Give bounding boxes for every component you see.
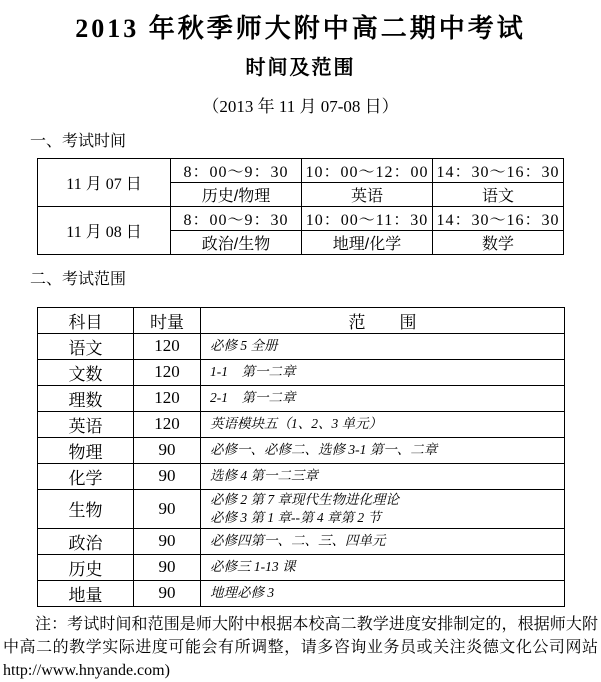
section-heading-exam-time: 一、考试时间 <box>30 132 127 150</box>
session-subject: 历史/物理 <box>171 182 302 206</box>
table-row <box>38 580 565 606</box>
subject-name: 化学 <box>38 463 134 489</box>
session-subject: 政治/生物 <box>171 230 302 254</box>
subject-duration: 120 <box>134 411 201 437</box>
table-row <box>38 554 565 580</box>
session-subject: 语文 <box>433 182 564 206</box>
exam-notice-document <box>0 14 601 679</box>
column-header-scope: 范 围 <box>201 307 565 333</box>
subject-name: 地量 <box>38 580 134 606</box>
subject-name: 生物 <box>38 489 134 528</box>
table-row <box>38 158 564 182</box>
subject-scope: 2-1 第一二章 <box>201 385 565 411</box>
session-time: 8：00～9：30 <box>171 206 302 230</box>
subject-name: 语文 <box>38 333 134 359</box>
subject-scope: 必修 5 全册 <box>201 333 565 359</box>
subject-duration: 120 <box>134 333 201 359</box>
subject-name: 历史 <box>38 554 134 580</box>
subject-name: 文数 <box>38 359 134 385</box>
subject-duration: 90 <box>134 528 201 554</box>
session-time: 8：00～9：30 <box>171 158 302 182</box>
scope-line-1: 必修 2 第 7 章现代生物进化理论 <box>210 491 399 507</box>
subject-duration: 90 <box>134 580 201 606</box>
session-subject: 英语 <box>302 182 433 206</box>
column-header-subject: 科目 <box>38 307 134 333</box>
table-row <box>38 385 565 411</box>
subject-scope: 地理必修 3 <box>201 580 565 606</box>
table-row <box>38 528 565 554</box>
subject-name: 政治 <box>38 528 134 554</box>
table-row <box>38 359 565 385</box>
subject-scope: 选修 4 第一二三章 <box>201 463 565 489</box>
exam-date-day2: 11 月 08 日 <box>38 206 171 254</box>
subject-scope: 必修四第一、二、三、四单元 <box>201 528 565 554</box>
exam-date-range: （2013 年 11 月 07-08 日） <box>202 96 399 116</box>
session-time: 10：00～11：30 <box>302 206 433 230</box>
scope-line-2: 必修 3 第 1 章--第 4 章第 2 节 <box>210 509 381 525</box>
section-heading-exam-scope: 二、考试范围 <box>30 270 127 288</box>
subject-duration: 90 <box>134 489 201 528</box>
session-time: 14：30～16：30 <box>433 206 564 230</box>
subject-scope: 必修三 1-13 课 <box>201 554 565 580</box>
subject-scope: 必修一、必修二、选修 3-1 第一、二章 <box>201 437 565 463</box>
page-subtitle: 时间及范围 <box>245 56 356 79</box>
exam-scope-table <box>37 307 565 607</box>
session-subject: 地理/化学 <box>302 230 433 254</box>
subject-duration: 90 <box>134 437 201 463</box>
subject-name: 英语 <box>38 411 134 437</box>
subject-scope: 英语模块五（1、2、3 单元） <box>201 411 565 437</box>
website-url: http://www.hnyande.com) <box>3 661 170 679</box>
table-row <box>38 333 565 359</box>
table-row <box>38 437 565 463</box>
session-subject: 数学 <box>433 230 564 254</box>
footnote <box>3 613 598 682</box>
subject-duration: 120 <box>134 385 201 411</box>
session-time: 10：00～12：00 <box>302 158 433 182</box>
subject-duration: 120 <box>134 359 201 385</box>
subject-scope <box>201 489 565 528</box>
table-row <box>38 489 565 528</box>
table-row <box>38 206 564 230</box>
subject-duration: 90 <box>134 463 201 489</box>
subject-duration: 90 <box>134 554 201 580</box>
exam-schedule-table <box>37 158 564 255</box>
column-header-duration: 时量 <box>134 307 201 333</box>
subject-scope: 1-1 第一二章 <box>201 359 565 385</box>
exam-date-day1: 11 月 07 日 <box>38 158 171 206</box>
table-row <box>38 463 565 489</box>
table-header-row <box>38 307 565 333</box>
subject-name: 理数 <box>38 385 134 411</box>
session-time: 14：30～16：30 <box>433 158 564 182</box>
subject-name: 物理 <box>38 437 134 463</box>
page-title: 2013 年秋季师大附中高二期中考试 <box>75 14 526 43</box>
footnote-text: 注：考试时间和范围是师大附中根据本校高二教学进度安排制定的，根据师大附中高二的教学实际进度可能会有所调整，请多咨询业务员或关注炎德文化公司网站 <box>3 615 598 656</box>
table-row <box>38 411 565 437</box>
